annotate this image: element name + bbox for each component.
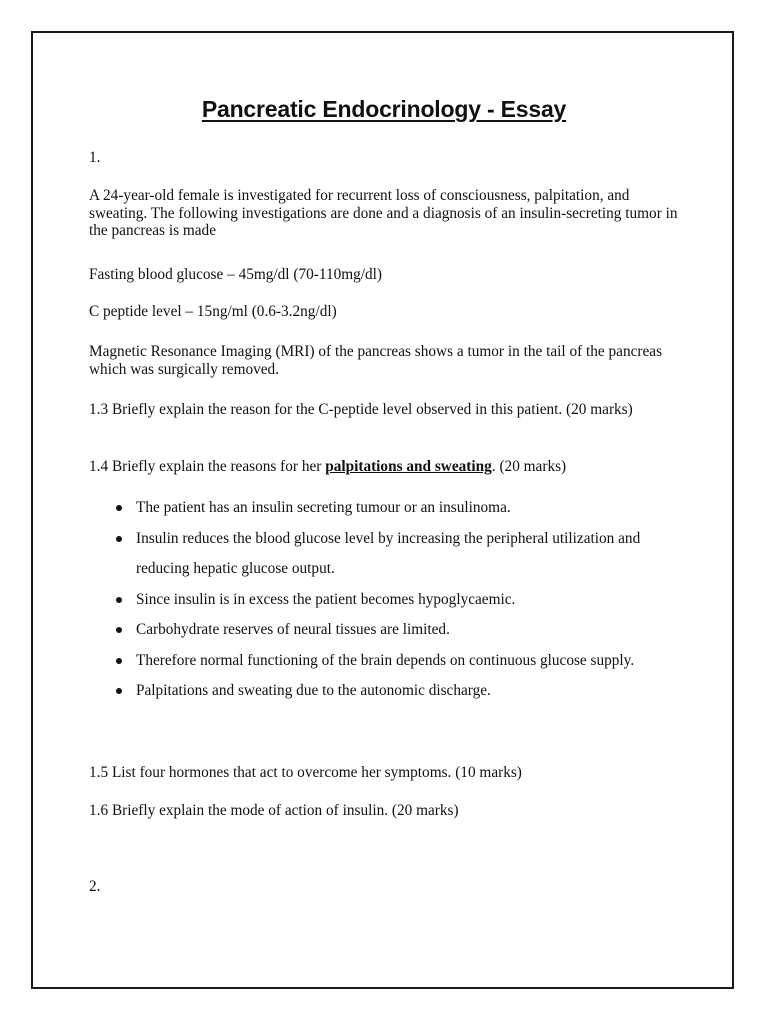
bullet-icon — [116, 627, 122, 633]
list-item-text: Palpitations and sweating due to the autonomic discharge. — [136, 682, 491, 699]
list-item-text: Therefore normal functioning of the brain depends on continuous glucose supply. — [136, 651, 635, 669]
case-intro-paragraph: A 24-year-old female is investigated for recurrent loss of consciousness, palpitation, and sweating. The following investigations are done and a diagnosis of an insulin-secreting tumor in the pancreas is made — [89, 187, 678, 239]
question-1-5: 1.5 List four hormones that act to overcome her symptoms. (10 marks) — [89, 764, 522, 781]
list-item — [89, 585, 679, 616]
answer-bullet-list — [89, 493, 679, 707]
question-1-6: 1.6 Briefly explain the mode of action of insulin. (20 marks) — [89, 802, 459, 819]
mri-paragraph: Magnetic Resonance Imaging (MRI) of the pancreas shows a tumor in the tail of the pancreas which was surgically removed. — [89, 343, 663, 378]
list-item — [89, 615, 679, 646]
fasting-glucose-line: Fasting blood glucose – 45mg/dl (70-110mg/dl) — [89, 266, 383, 283]
list-item-text: The patient has an insulin secreting tumour or an insulinoma. — [136, 499, 511, 516]
c-peptide-line: C peptide level – 15ng/ml (0.6-3.2ng/dl) — [89, 303, 337, 320]
question-2-number: 2. — [89, 878, 101, 895]
question-1-4-emphasis: palpitations and sweating — [325, 458, 492, 475]
list-item-text: Since insulin is in excess the patient becomes hypoglycaemic. — [136, 590, 516, 608]
list-item-text: Insulin reduces the blood glucose level by increasing the peripheral utilization and reducing hepatic glucose output. — [136, 529, 641, 577]
question-1-4-prefix: 1.4 Briefly explain the reasons for her — [89, 458, 326, 475]
bullet-icon — [116, 597, 122, 603]
list-item — [89, 493, 679, 524]
question-1-4 — [89, 458, 679, 476]
question-1-number: 1. — [89, 149, 101, 166]
document-title: Pancreatic Endocrinology - Essay — [201, 96, 567, 122]
question-1-3: 1.3 Briefly explain the reason for the C-peptide level observed in this patient. (20 marks) — [89, 401, 633, 418]
bullet-icon — [116, 536, 122, 542]
bullet-icon — [116, 688, 122, 694]
list-item — [89, 524, 679, 585]
bullet-icon — [116, 658, 122, 664]
list-item — [89, 646, 679, 677]
list-item-text: Carbohydrate reserves of neural tissues are limited. — [136, 621, 450, 638]
list-item — [89, 676, 679, 707]
question-1-4-suffix: . (20 marks) — [491, 458, 567, 475]
bullet-icon — [116, 505, 122, 511]
